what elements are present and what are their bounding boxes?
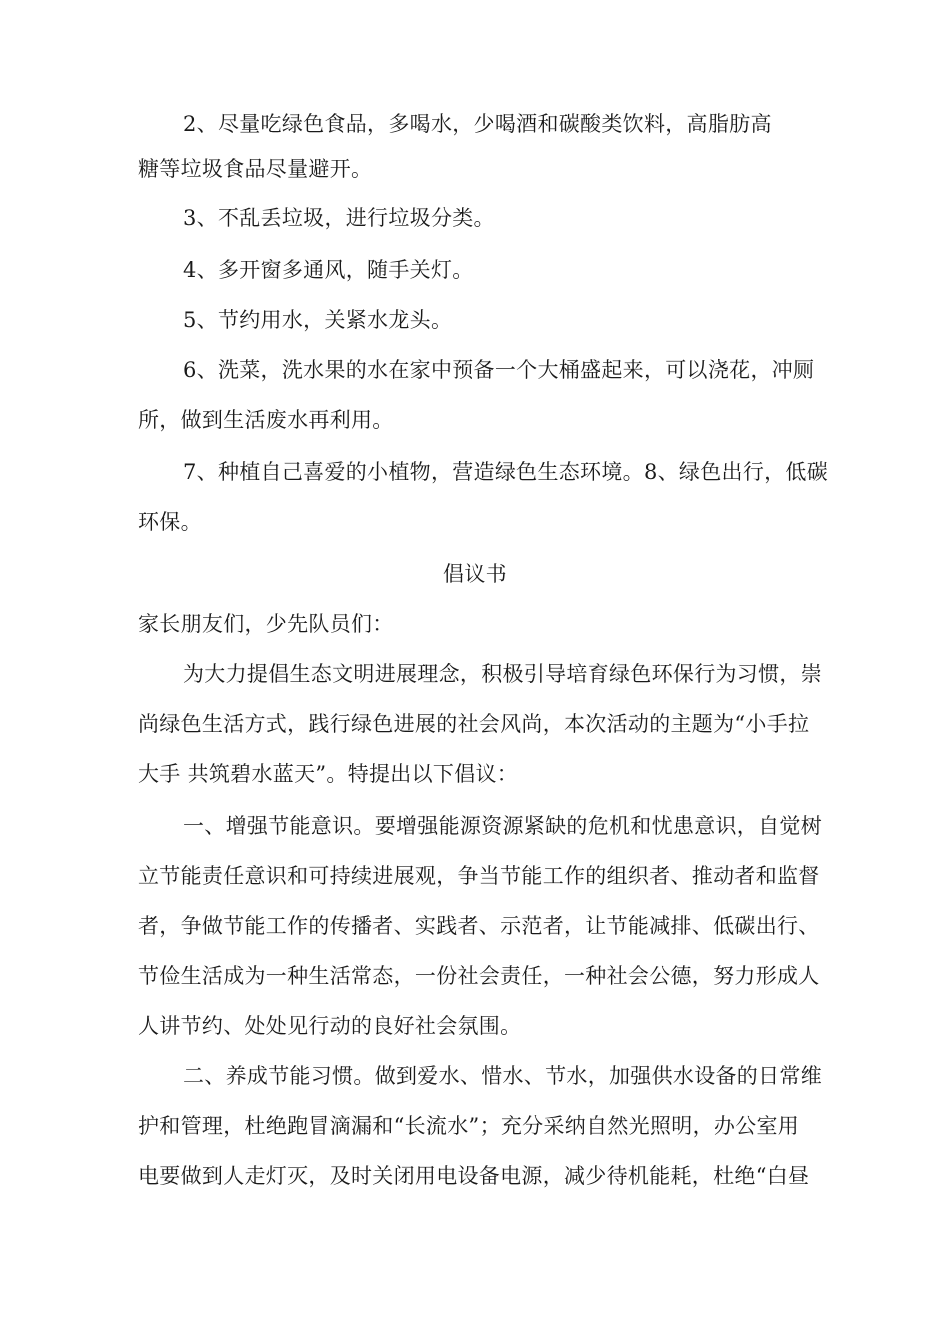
text-line-item3: 3、不乱丢垃圾，进行垃圾分类。 (183, 206, 495, 230)
section1-line-2: 立节能责任意识和可持续进展观，争当节能工作的组织者、推动者和监督 (138, 864, 820, 888)
text-line-item2-cont: 糖等垃圾食品尽量避开。 (138, 157, 373, 181)
document-title: 倡议书 (443, 562, 507, 586)
intro-line-3: 大手 共筑碧水蓝天”。特提出以下倡议： (138, 762, 519, 786)
section1-line-3: 者，争做节能工作的传播者、实践者、示范者，让节能减排、低碳出行、 (138, 914, 820, 938)
salutation: 家长朋友们，少先队员们： (138, 612, 394, 636)
text-line-item4: 4、多开窗多通风，随手关灯。 (183, 258, 474, 282)
section1-line-4: 节俭生活成为一种生活常态，一份社会责任，一种社会公德，努力形成人 (138, 964, 820, 988)
text-line-item6: 6、洗菜，洗水果的水在家中预备一个大桶盛起来，可以浇花，冲厕 (183, 358, 815, 382)
intro-line-1: 为大力提倡生态文明进展理念，积极引导培育绿色环保行为习惯，崇 (183, 662, 822, 686)
text-line-item7-cont: 环保。 (138, 510, 202, 534)
intro-line-2: 尚绿色生活方式，践行绿色进展的社会风尚，本次活动的主题为“小手拉 (138, 712, 810, 736)
section1-line-1: 一、增强节能意识。要增强能源资源紧缺的危机和忧患意识，自觉树 (183, 814, 822, 838)
text-line-item7: 7、种植自己喜爱的小植物，营造绿色生态环境。8、绿色出行，低碳 (183, 460, 829, 484)
text-line-item6-cont: 所，做到生活废水再利用。 (138, 408, 394, 432)
section2-line-2: 护和管理，杜绝跑冒滴漏和“长流水”；充分采纳自然光照明，办公室用 (138, 1114, 800, 1138)
text-line-item5: 5、节约用水，关紧水龙头。 (183, 308, 453, 332)
section1-line-5: 人讲节约、处处见行动的良好社会氛围。 (138, 1014, 522, 1038)
section2-line-1: 二、养成节能习惯。做到爱水、惜水、节水，加强供水设备的日常维 (183, 1064, 822, 1088)
section2-line-3: 电要做到人走灯灭，及时关闭用电设备电源，减少待机能耗，杜绝“白昼 (138, 1164, 810, 1188)
text-line-item2: 2、尽量吃绿色食品，多喝水，少喝酒和碳酸类饮料，高脂肪高 (183, 112, 772, 136)
